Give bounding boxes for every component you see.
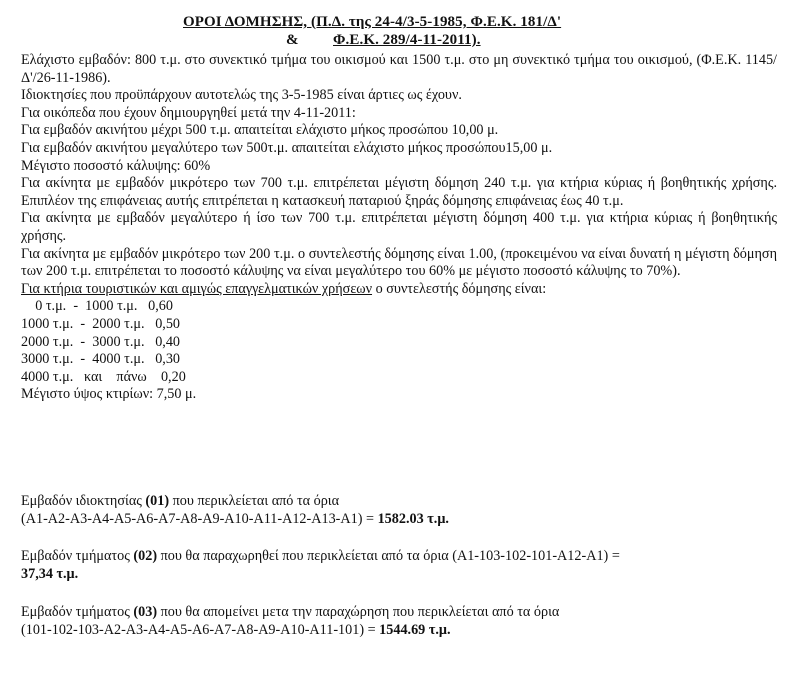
area-02-text: που θα παραχωρηθεί που περικλείεται από τα όρια (A1-103-102-101-A12-A1) = <box>157 548 620 564</box>
area-01-line-2 <box>21 511 781 529</box>
coefficient-row: 2000 τ.μ. - 3000 τ.μ. 0,40 <box>21 333 181 350</box>
paragraph-tourist-uses <box>21 281 777 299</box>
paragraph-frontage-500: Για εμβαδόν ακινήτου μέχρι 500 τ.μ. απαιτείται ελάχιστο μήκος προσώπου 10,00 μ. <box>21 122 499 139</box>
paragraph-under-200: Για ακίνητα με εμβαδόν μικρότερο των 200 τ.μ. ο συντελεστής δόμησης είναι 1.00, (προκειμένου να είναι δυνατή η μέγιστη δόμηση των 200 τ.μ. επιτρέπεται το ποσοστό κάλυψης να είναι μεγαλύτερο του 60% με μέγιστο ποσοστό κάλυψης το 70%). <box>21 245 777 280</box>
area-02-block <box>21 548 781 583</box>
building-terms-body <box>21 52 777 404</box>
area-03-line-1 <box>21 604 781 622</box>
area-02-line-1 <box>21 548 781 566</box>
area-03-bounds: (101-102-103-A2-A3-A4-A5-A6-A7-A8-A9-A10-A11-101) = <box>21 621 380 638</box>
area-01-value: 1582.03 τ.μ. <box>377 510 449 527</box>
tourist-uses-rest: ο συντελεστής δόμησης είναι: <box>372 280 547 297</box>
area-03-line-2 <box>21 622 781 640</box>
coefficient-row: 0 τ.μ. - 1000 τ.μ. 0,60 <box>21 298 173 315</box>
paragraph-under-700: Για ακίνητα με εμβαδόν μικρότερο των 700 τ.μ. επιτρέπεται μέγιστη δόμηση 240 τ.μ. για κτήρια κύριας ή βοηθητικής χρήσης. Επιπλέον της επιφάνειας αυτής επιτρέπεται η κατασκευή παταριού ξηράς δόμησης επιφάνειας έως 40 τ.μ. <box>21 175 777 209</box>
coefficient-table <box>21 298 777 386</box>
area-01-code: (01) <box>145 493 170 509</box>
area-03-text: που θα απομείνει μετα την παραχώρηση που περικλείεται από τα όρια <box>157 604 560 620</box>
heading-line-1: ΟΡΟΙ ΔΟΜΗΣΗΣ, (Π.Δ. της 24-4/3-5-1985, Φ.Ε.Κ. 181/Δ' <box>183 14 562 30</box>
paragraph-over-700: Για ακίνητα με εμβαδόν μεγαλύτερο ή ίσο των 700 τ.μ. επιτρέπεται μέγιστη δόμηση 400 τ.μ. για κτήρια κύριας ή βοηθητικής χρήσης. <box>21 210 777 244</box>
heading-line-2: Φ.Ε.Κ. 289/4-11-2011). <box>333 32 481 48</box>
area-01-line-1 <box>21 493 781 511</box>
paragraph-existing-plots: Ιδιοκτησίες που προϋπάρχουν αυτοτελώς της 3-5-1985 είναι άρτιες ως έχουν. <box>21 87 462 104</box>
area-01-block <box>21 493 781 528</box>
area-03-code: (03) <box>133 604 158 620</box>
paragraph-new-plots: Για οικόπεδα που έχουν δημιουργηθεί μετά την 4-11-2011: <box>21 104 356 121</box>
area-02-line-2 <box>21 566 781 584</box>
area-01-label: Εμβαδόν ιδιοκτησίας <box>21 493 146 509</box>
coefficient-row: 4000 τ.μ. και πάνω 0,20 <box>21 368 186 385</box>
paragraph-coverage: Μέγιστο ποσοστό κάλυψης: 60% <box>21 157 211 174</box>
area-03-value: 1544.69 τ.μ. <box>379 621 451 638</box>
coefficient-row: 3000 τ.μ. - 4000 τ.μ. 0,30 <box>21 351 181 368</box>
coefficient-row: 1000 τ.μ. - 2000 τ.μ. 0,50 <box>21 315 181 332</box>
max-height: Μέγιστο ύψος κτιρίων: 7,50 μ. <box>21 386 197 403</box>
area-02-code: (02) <box>133 548 158 564</box>
area-03-label: Εμβαδόν τμήματος <box>21 604 134 620</box>
paragraph-frontage-over-500: Για εμβαδόν ακινήτου μεγαλύτερο των 500τ.μ. απαιτείται ελάχιστο μήκος προσώπου15,00 μ. <box>21 139 553 156</box>
area-02-label: Εμβαδόν τμήματος <box>21 548 134 564</box>
area-03-block <box>21 604 781 639</box>
area-01-bounds: (A1-A2-A3-A4-A5-A6-A7-A8-A9-A10-A11-A12-A13-A1) = <box>21 510 378 527</box>
tourist-uses-underlined: Για κτήρια τουριστικών και αμιγώς επαγγελματικών χρήσεων <box>21 280 373 297</box>
heading-ampersand: & <box>286 32 299 48</box>
area-02-value: 37,34 τ.μ. <box>21 565 79 582</box>
area-01-text: που περικλείεται από τα όρια <box>169 493 340 509</box>
paragraph-min-area: Ελάχιστο εμβαδόν: 800 τ.μ. στο συνεκτικό τμήμα του οικισμού και 1500 τ.μ. στο μη συνεκτικό τμήμα του οικισμού, (Φ.Ε.Κ. 1145/Δ'/26-11-1986). <box>21 52 777 86</box>
